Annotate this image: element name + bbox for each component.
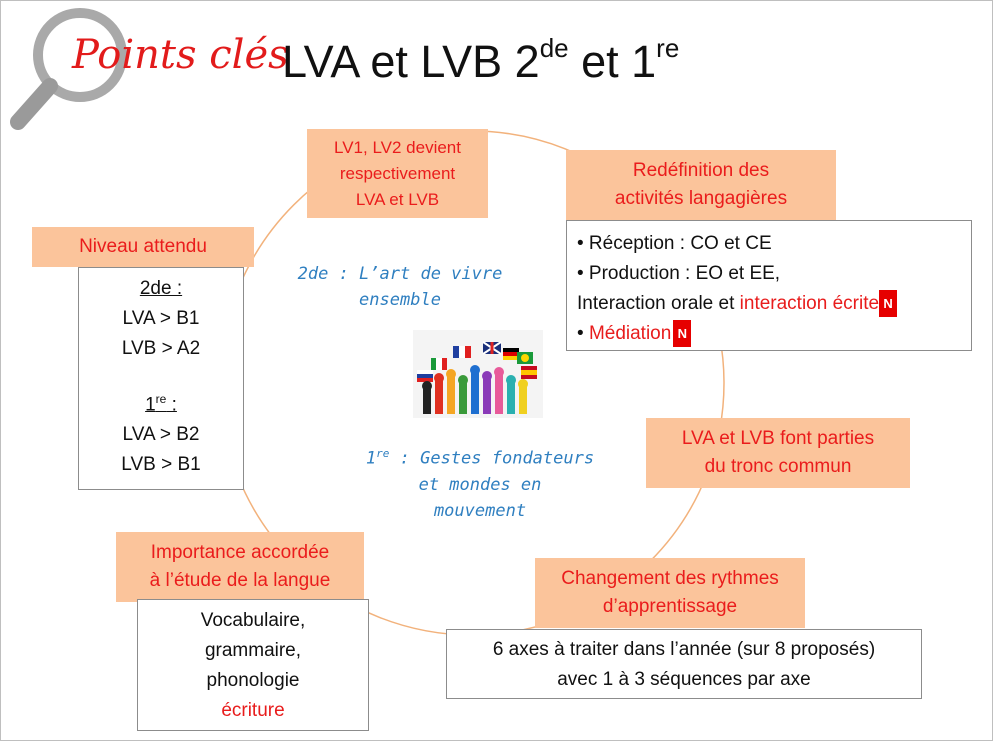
new-badge: N bbox=[673, 320, 691, 347]
node-lv-rename: LV1, LV2 devient respectivement LVA et LVB bbox=[307, 129, 488, 218]
page-title: LVA et LVB 2de et 1re bbox=[282, 33, 680, 87]
new-badge: N bbox=[879, 290, 897, 317]
theme-2de: 2de : L’art de vivre ensemble bbox=[297, 264, 503, 310]
hands-flags-illustration bbox=[413, 330, 543, 418]
niveau-details: 2de : LVA > B1 LVB > A2 1re : LVA > B2 LVB > B1 bbox=[78, 267, 244, 490]
node-niveau-attendu: Niveau attendu bbox=[32, 227, 254, 267]
axes-details: 6 axes à traiter dans l’année (sur 8 proposés) avec 1 à 3 séquences par axe bbox=[446, 629, 922, 699]
node-redefinition: Redéfinition des activités langagières bbox=[566, 150, 836, 220]
node-rythmes: Changement des rythmes d’apprentissage bbox=[535, 558, 805, 628]
activites-details: • Réception : CO et CE • Production : EO et EE, Interaction orale et interaction écrite N • Médiation N bbox=[566, 220, 972, 351]
flag-icon bbox=[417, 370, 433, 382]
flag-icon bbox=[453, 346, 471, 358]
flag-icon bbox=[503, 348, 519, 360]
etude-details: Vocabulaire, grammaire, phonologie écriture bbox=[137, 599, 369, 731]
node-tronc-commun: LVA et LVB font parties du tronc commun bbox=[646, 418, 910, 488]
flag-icon bbox=[483, 342, 501, 354]
flag-icon bbox=[521, 366, 537, 379]
flag-icon bbox=[431, 358, 447, 370]
flag-icon bbox=[517, 352, 533, 364]
points-cles-logo: Points clés bbox=[72, 32, 289, 78]
theme-1re: 1re : Gestes fondateurs et mondes en mouvement bbox=[365, 447, 595, 521]
node-importance: Importance accordée à l’étude de la langue bbox=[116, 532, 364, 602]
